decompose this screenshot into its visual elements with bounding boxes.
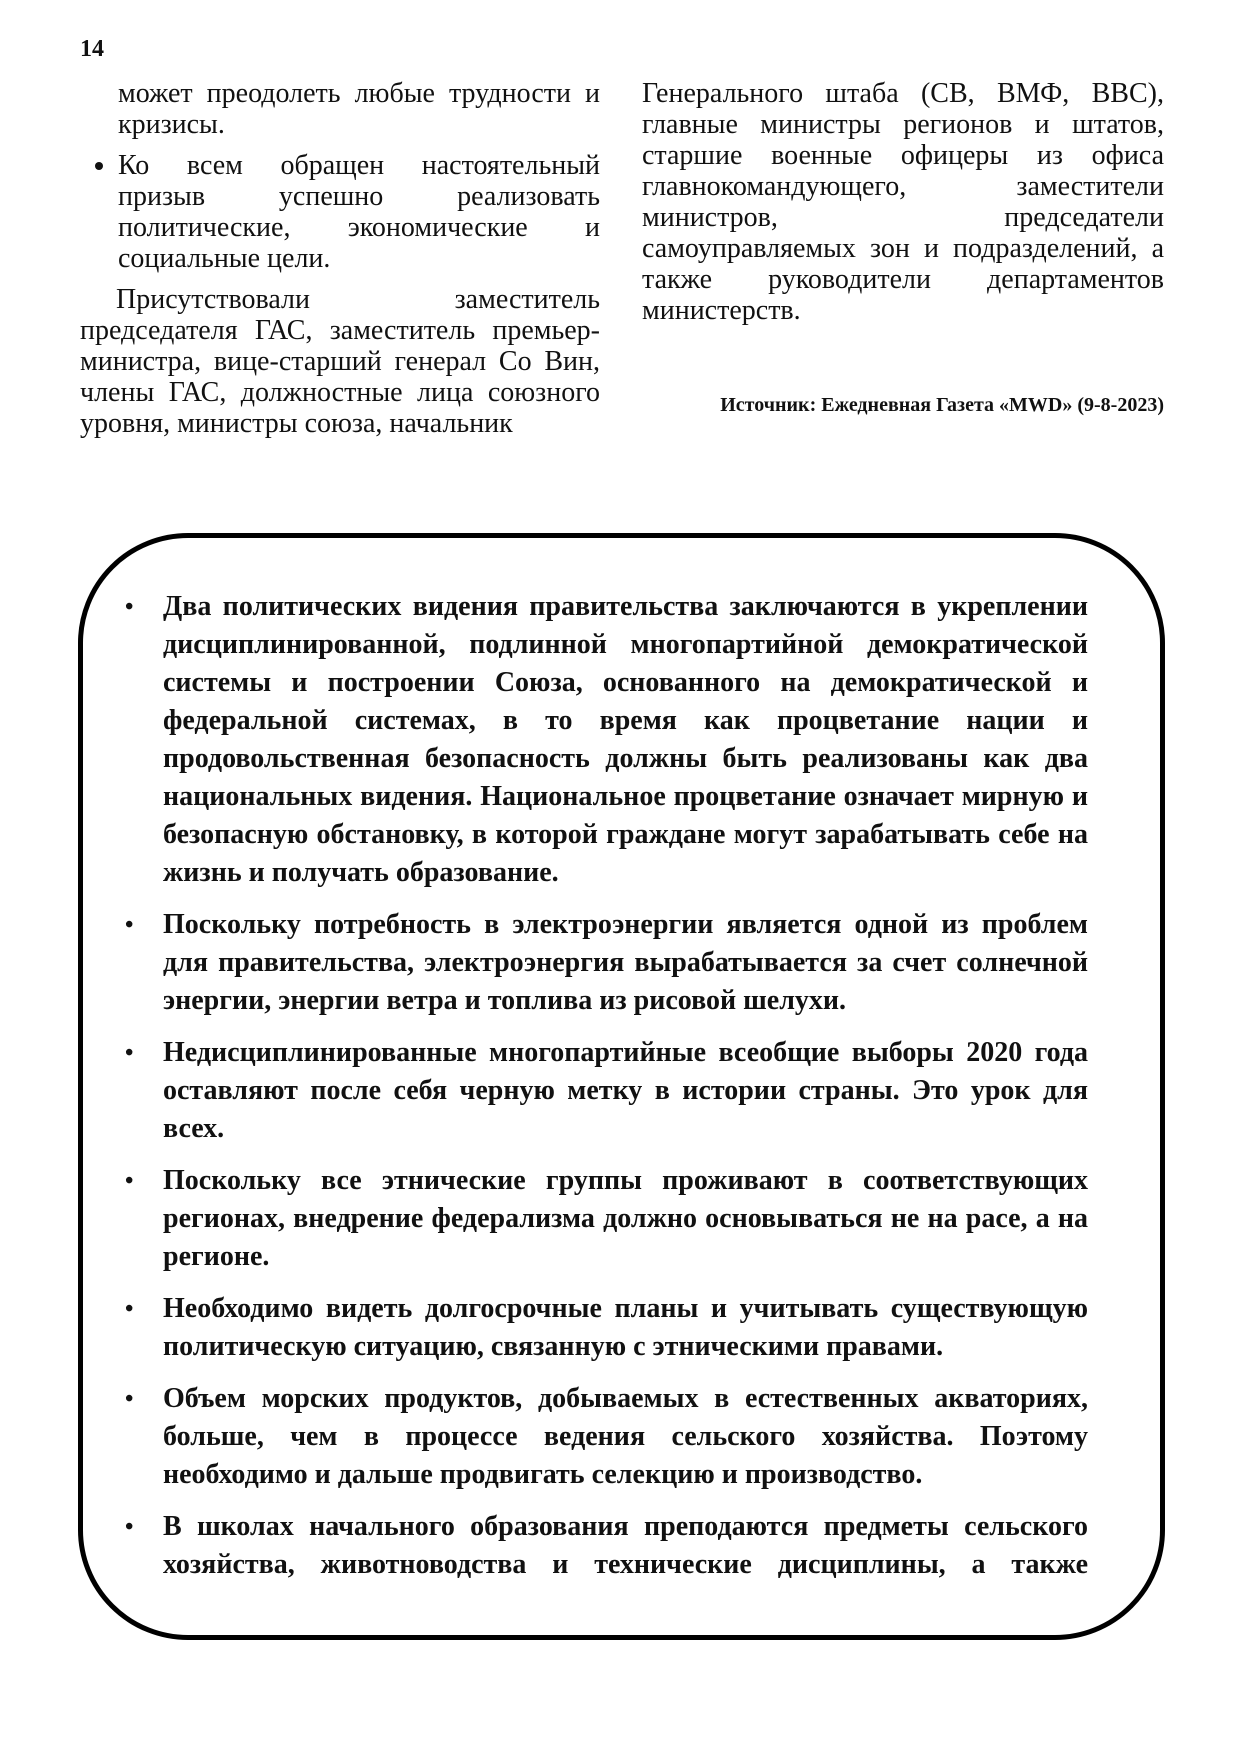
highlight-item: • Поскольку потребность в электроэнергии является одной из проблем для правительства, электроэнергия вырабатывается за счет солнечной энергии, энергии ветра и топлива из рисовой шелухи.: [163, 906, 1088, 1020]
page-number: 14: [80, 36, 104, 62]
highlight-item: • Недисциплинированные многопартийные всеобщие выборы 2020 года оставляют после себя черную метку в истории страны. Это урок для всех.: [163, 1034, 1088, 1148]
highlight-item: • В школах начального образования преподаются предметы сельского хозяйства, животноводства и технические дисциплины, а также: [163, 1508, 1088, 1584]
attendees-paragraph-continued: Генерального штаба (СВ, ВМФ, ВВС), главные министры регионов и штатов, старшие военные офицеры из офиса главнокомандующего, заместители министров, председатели самоуправляемых зон и подразделений, а также руководители департаментов министерств.: [642, 78, 1164, 326]
bullet-item: • Ко всем обращен настоятельный призыв успешно реализовать политические, экономические и социальные цели.: [118, 150, 600, 274]
attendees-paragraph: Присутствовали заместитель председателя ГАС, заместитель премьер-министра, вице-старший генерал Со Вин, члены ГАС, должностные лица союзного уровня, министры союза, начальник: [80, 284, 600, 439]
right-column: [642, 78, 1164, 336]
bullet-list: [80, 150, 600, 274]
highlights-box: [78, 533, 1165, 1640]
highlight-item: • Поскольку все этнические группы проживают в соответствующих регионах, внедрение федерализма должно основываться не на расе, а на регионе.: [163, 1162, 1088, 1276]
highlight-item: • Необходимо видеть долгосрочные планы и учитывать существующую политическую ситуацию, связанную с этническими правами.: [163, 1290, 1088, 1366]
highlights-list: [83, 538, 1160, 1584]
highlight-item: • Объем морских продуктов, добываемых в естественных акваториях, больше, чем в процессе ведения сельского хозяйства. Поэтому необходимо и дальше продвигать селекцию и производство.: [163, 1380, 1088, 1494]
source-citation: Источник: Ежедневная Газета «MWD» (9-8-2023): [720, 394, 1164, 416]
continuation-text: может преодолеть любые трудности и кризисы.: [118, 78, 600, 140]
highlight-item: • Два политических видения правительства заключаются в укреплении дисциплинированной, подлинной многопартийной демократической системы и построении Союза, основанного на демократической и федеральной системах, в то время как процветание нации и продовольственная безопасность должны быть реализованы как два национальных видения. Национальное процветание означает мирную и безопасную обстановку, в которой граждане могут зарабатывать себе на жизнь и получать образование.: [163, 588, 1088, 892]
left-column: [80, 78, 600, 449]
